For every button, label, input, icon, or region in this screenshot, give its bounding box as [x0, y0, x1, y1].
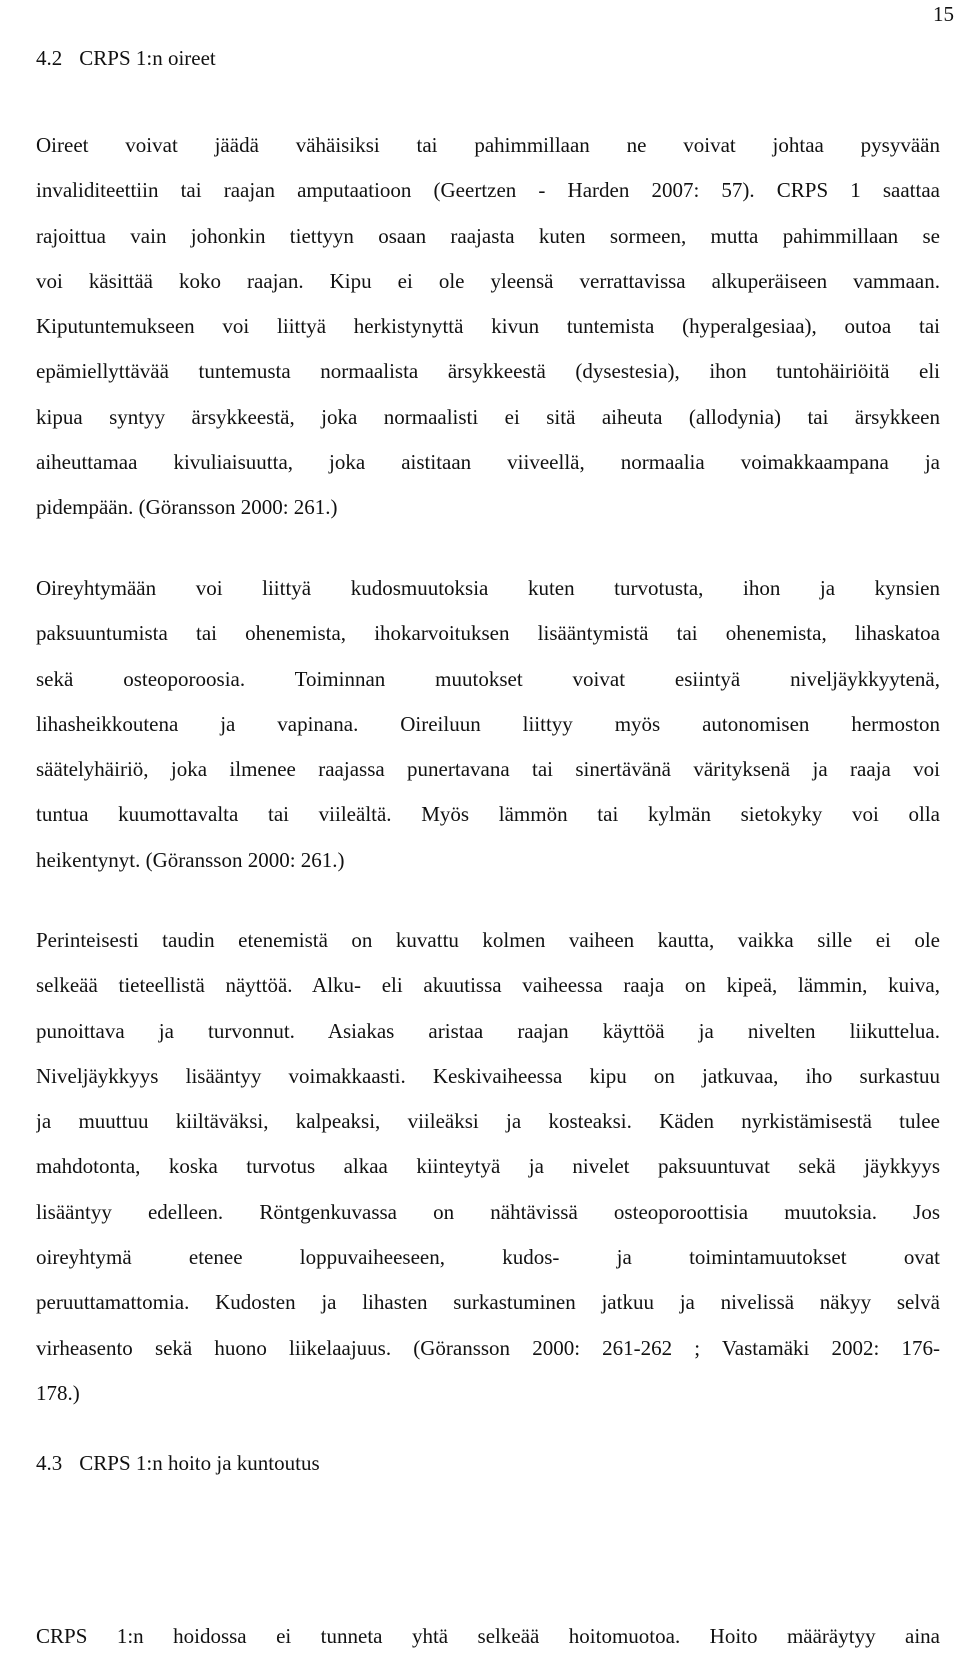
text-line: tuntua kuumottavalta tai viileältä. Myös lämmön tai kylmän sietokyky voi olla: [36, 802, 940, 827]
paragraph-4: [36, 1614, 940, 1659]
text-line: Perinteisesti taudin etenemistä on kuvattu kolmen vaiheen kautta, vaikka sille ei ole: [36, 928, 940, 952]
text-line: lihasheikkoutena ja vapinana. Oireiluun liittyy myös autonomisen hermoston: [36, 711, 940, 736]
paragraph-2: [36, 566, 940, 883]
text-line: epämiellyttävää tuntemusta normaalista ärsykkeestä (dysestesia), ihon tuntohäiriöitä eli: [36, 359, 940, 384]
text-line: 178.): [36, 1380, 80, 1405]
text-line: ja muuttuu kiiltäväksi, kalpeaksi, viileäksi ja kosteaksi. Käden nyrkistämisestä tulee: [36, 1109, 940, 1134]
page-number: 15: [933, 2, 954, 26]
text-line: Oireyhtymään voi liittyä kudosmuutoksia kuten turvotusta, ihon ja kynsien: [36, 576, 940, 600]
text-line: Kiputuntemukseen voi liittyä herkistynyttä kivun tuntemista (hyperalgesiaa), outoa tai: [36, 314, 940, 339]
section-title: CRPS 1:n oireet: [79, 46, 216, 70]
text-line: aiheuttamaa kivuliaisuutta, joka aistitaan viiveellä, normaalia voimakkaampana ja: [36, 450, 940, 475]
paragraph-3: [36, 918, 940, 1416]
section-heading-4-3: [36, 1448, 320, 1478]
text-line: Niveljäykkyys lisääntyy voimakkaasti. Keskivaiheessa kipu on jatkuvaa, iho surkastuu: [36, 1063, 940, 1088]
text-line: heikentynyt. (Göransson 2000: 261.): [36, 847, 345, 872]
text-line: säätelyhäiriö, joka ilmenee raajassa punertavana tai sinertävänä värityksenä ja raaja voi: [36, 757, 940, 782]
text-line: Oireet voivat jäädä vähäisiksi tai pahimmillaan ne voivat johtaa pysyvään: [36, 133, 940, 157]
text-line: mahdotonta, koska turvotus alkaa kiinteytyä ja nivelet paksuuntuvat sekä jäykkyys: [36, 1154, 940, 1179]
text-line: selkeää tieteellistä näyttöä. Alku- eli akuutissa vaiheessa raaja on kipeä, lämmin, kuiva,: [36, 973, 940, 998]
text-line: paksuuntumista tai ohenemista, ihokarvoituksen lisääntymistä tai ohenemista, lihaskatoa: [36, 621, 940, 646]
paragraph-1: [36, 123, 940, 531]
section-heading-4-2: [36, 43, 216, 73]
text-line: oireyhtymä etenee loppuvaiheeseen, kudos- ja toimintamuutokset ovat: [36, 1245, 940, 1270]
section-title: CRPS 1:n hoito ja kuntoutus: [79, 1451, 320, 1475]
text-line: kipua syntyy ärsykkeestä, joka normaalisti ei sitä aiheuta (allodynia) tai ärsykkeen: [36, 404, 940, 429]
text-line: CRPS 1:n hoidossa ei tunneta yhtä selkeää hoitomuotoa. Hoito määräytyy aina: [36, 1624, 940, 1648]
text-line: virheasento sekä huono liikelaajuus. (Göransson 2000: 261-262 ; Vastamäki 2002: 176-: [36, 1335, 940, 1360]
text-line: punoittava ja turvonnut. Asiakas aristaa raajan käyttöä ja nivelten liikuttelua.: [36, 1018, 940, 1043]
text-line: peruuttamattomia. Kudosten ja lihasten surkastuminen jatkuu ja nivelissä näkyy selvä: [36, 1290, 940, 1315]
section-number: 4.3: [36, 1451, 63, 1475]
text-line: invaliditeettiin tai raajan amputaatioon (Geertzen - Harden 2007: 57). CRPS 1 saattaa: [36, 178, 940, 203]
text-line: pidempään. (Göransson 2000: 261.): [36, 495, 338, 520]
section-number: 4.2: [36, 46, 63, 70]
text-line: rajoittua vain johonkin tiettyyn osaan raajasta kuten sormeen, mutta pahimmillaan se: [36, 223, 940, 248]
text-line: voi käsittää koko raajan. Kipu ei ole yleensä verrattavissa alkuperäiseen vammaan.: [36, 268, 940, 293]
text-line: lisääntyy edelleen. Röntgenkuvassa on nähtävissä osteoporoottisia muutoksia. Jos: [36, 1199, 940, 1224]
text-line: sekä osteoporoosia. Toiminnan muutokset voivat esiintyä niveljäykkyytenä,: [36, 666, 940, 691]
